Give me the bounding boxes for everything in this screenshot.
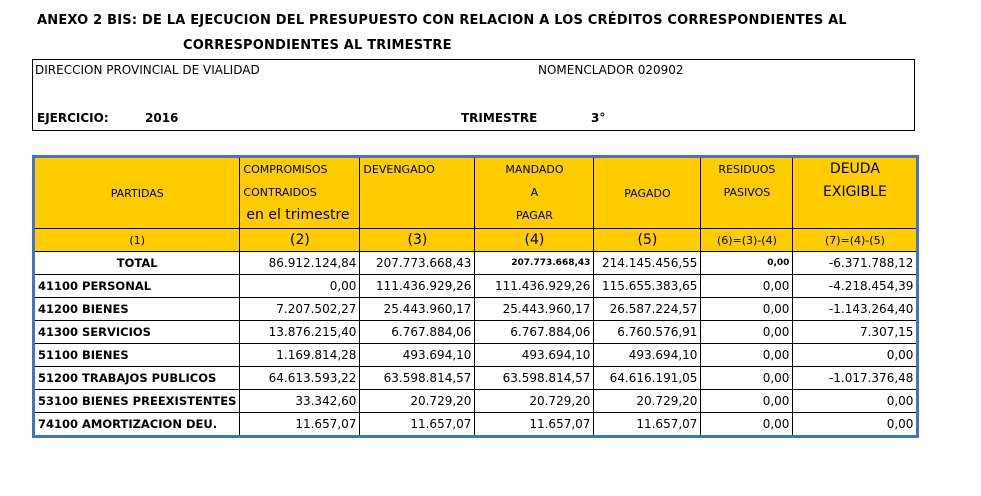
cell-pagado: 493.694,10 xyxy=(594,344,701,367)
report-title-line1: ANEXO 2 BIS: DE LA EJECUCION DEL PRESUPUESTO CON RELACION A LOS CRÉDITOS CORRESPONDIENTES AL xyxy=(37,13,847,28)
cell-partida: 41300 SERVICIOS xyxy=(34,321,240,344)
cell-devengado: 63.598.814,57 xyxy=(360,367,475,390)
cell-pagado: 214.145.456,55 xyxy=(594,252,701,275)
cell-partida: 51100 BIENES xyxy=(34,344,240,367)
cell-compromisos: 7.207.502,27 xyxy=(240,298,360,321)
cell-pagado: 20.729,20 xyxy=(594,390,701,413)
header-pagado: PAGADO xyxy=(594,157,701,229)
cell-devengado: 11.657,07 xyxy=(360,413,475,437)
table-row xyxy=(34,344,918,367)
cell-partida: TOTAL xyxy=(34,252,240,275)
col-number: (5) xyxy=(594,229,701,252)
header-compromisos: COMPROMISOS CONTRAIDOS en el trimestre xyxy=(240,157,360,229)
cell-pagado: 115.655.383,65 xyxy=(594,275,701,298)
cell-residuos: 0,00 xyxy=(701,413,793,437)
cell-compromisos: 86.912.124,84 xyxy=(240,252,360,275)
cell-compromisos: 64.613.593,22 xyxy=(240,367,360,390)
cell-mandado: 25.443.960,17 xyxy=(475,298,594,321)
header-devengado: DEVENGADO xyxy=(360,157,475,229)
col-number: (4) xyxy=(475,229,594,252)
col-number: (2) xyxy=(240,229,360,252)
cell-partida: 41200 BIENES xyxy=(34,298,240,321)
table-row xyxy=(34,298,918,321)
cell-deuda: 0,00 xyxy=(793,413,918,437)
col-number: (7)=(4)-(5) xyxy=(793,229,918,252)
cell-pagado: 64.616.191,05 xyxy=(594,367,701,390)
ejercicio-value: 2016 xyxy=(145,111,179,125)
ejercicio-label: EJERCICIO: xyxy=(37,111,109,125)
cell-compromisos: 1.169.814,28 xyxy=(240,344,360,367)
cell-compromisos: 13.876.215,40 xyxy=(240,321,360,344)
table-row xyxy=(34,321,918,344)
header-deuda: DEUDA EXIGIBLE xyxy=(793,157,918,229)
cell-residuos: 0,00 xyxy=(701,252,793,275)
cell-mandado: 207.773.668,43 xyxy=(475,252,594,275)
cell-residuos: 0,00 xyxy=(701,321,793,344)
cell-mandado: 6.767.884,06 xyxy=(475,321,594,344)
cell-devengado: 20.729,20 xyxy=(360,390,475,413)
cell-pagado: 6.760.576,91 xyxy=(594,321,701,344)
cell-devengado: 493.694,10 xyxy=(360,344,475,367)
organismo-label: DIRECCION PROVINCIAL DE VIALIDAD xyxy=(35,63,260,77)
table-row xyxy=(34,367,918,390)
cell-compromisos: 11.657,07 xyxy=(240,413,360,437)
cell-mandado: 493.694,10 xyxy=(475,344,594,367)
cell-compromisos: 33.342,60 xyxy=(240,390,360,413)
report-title-line2: CORRESPONDIENTES AL TRIMESTRE xyxy=(183,38,452,53)
cell-partida: 74100 AMORTIZACION DEU. xyxy=(34,413,240,437)
cell-partida: 51200 TRABAJOS PUBLICOS xyxy=(34,367,240,390)
cell-deuda: 0,00 xyxy=(793,390,918,413)
cell-deuda: 0,00 xyxy=(793,344,918,367)
header-partidas: PARTIDAS xyxy=(34,157,240,229)
cell-deuda: -1.017.376,48 xyxy=(793,367,918,390)
cell-pagado: 11.657,07 xyxy=(594,413,701,437)
nomenclador-label: NOMENCLADOR 020902 xyxy=(538,63,684,77)
header-residuos: RESIDUOS PASIVOS xyxy=(701,157,793,229)
cell-residuos: 0,00 xyxy=(701,275,793,298)
cell-mandado: 11.657,07 xyxy=(475,413,594,437)
cell-deuda: -4.218.454,39 xyxy=(793,275,918,298)
cell-compromisos: 0,00 xyxy=(240,275,360,298)
cell-deuda: 7.307,15 xyxy=(793,321,918,344)
col-number: (6)=(3)-(4) xyxy=(701,229,793,252)
col-number: (1) xyxy=(34,229,240,252)
cell-devengado: 25.443.960,17 xyxy=(360,298,475,321)
budget-table xyxy=(32,155,919,438)
cell-mandado: 20.729,20 xyxy=(475,390,594,413)
table-row xyxy=(34,390,918,413)
cell-residuos: 0,00 xyxy=(701,390,793,413)
cell-devengado: 111.436.929,26 xyxy=(360,275,475,298)
cell-partida: 41100 PERSONAL xyxy=(34,275,240,298)
table-row-total xyxy=(34,252,918,275)
cell-devengado: 207.773.668,43 xyxy=(360,252,475,275)
cell-deuda: -6.371.788,12 xyxy=(793,252,918,275)
cell-mandado: 111.436.929,26 xyxy=(475,275,594,298)
cell-residuos: 0,00 xyxy=(701,344,793,367)
info-box xyxy=(32,59,915,131)
header-row xyxy=(34,157,918,229)
header-mandado: MANDADO A PAGAR xyxy=(475,157,594,229)
cell-devengado: 6.767.884,06 xyxy=(360,321,475,344)
trimestre-value: 3° xyxy=(591,111,606,125)
trimestre-label: TRIMESTRE xyxy=(461,111,538,125)
table-row xyxy=(34,275,918,298)
cell-deuda: -1.143.264,40 xyxy=(793,298,918,321)
cell-mandado: 63.598.814,57 xyxy=(475,367,594,390)
cell-partida: 53100 BIENES PREEXISTENTES xyxy=(34,390,240,413)
table-row xyxy=(34,413,918,437)
col-number: (3) xyxy=(360,229,475,252)
cell-pagado: 26.587.224,57 xyxy=(594,298,701,321)
column-number-row xyxy=(34,229,918,252)
cell-residuos: 0,00 xyxy=(701,367,793,390)
cell-residuos: 0,00 xyxy=(701,298,793,321)
